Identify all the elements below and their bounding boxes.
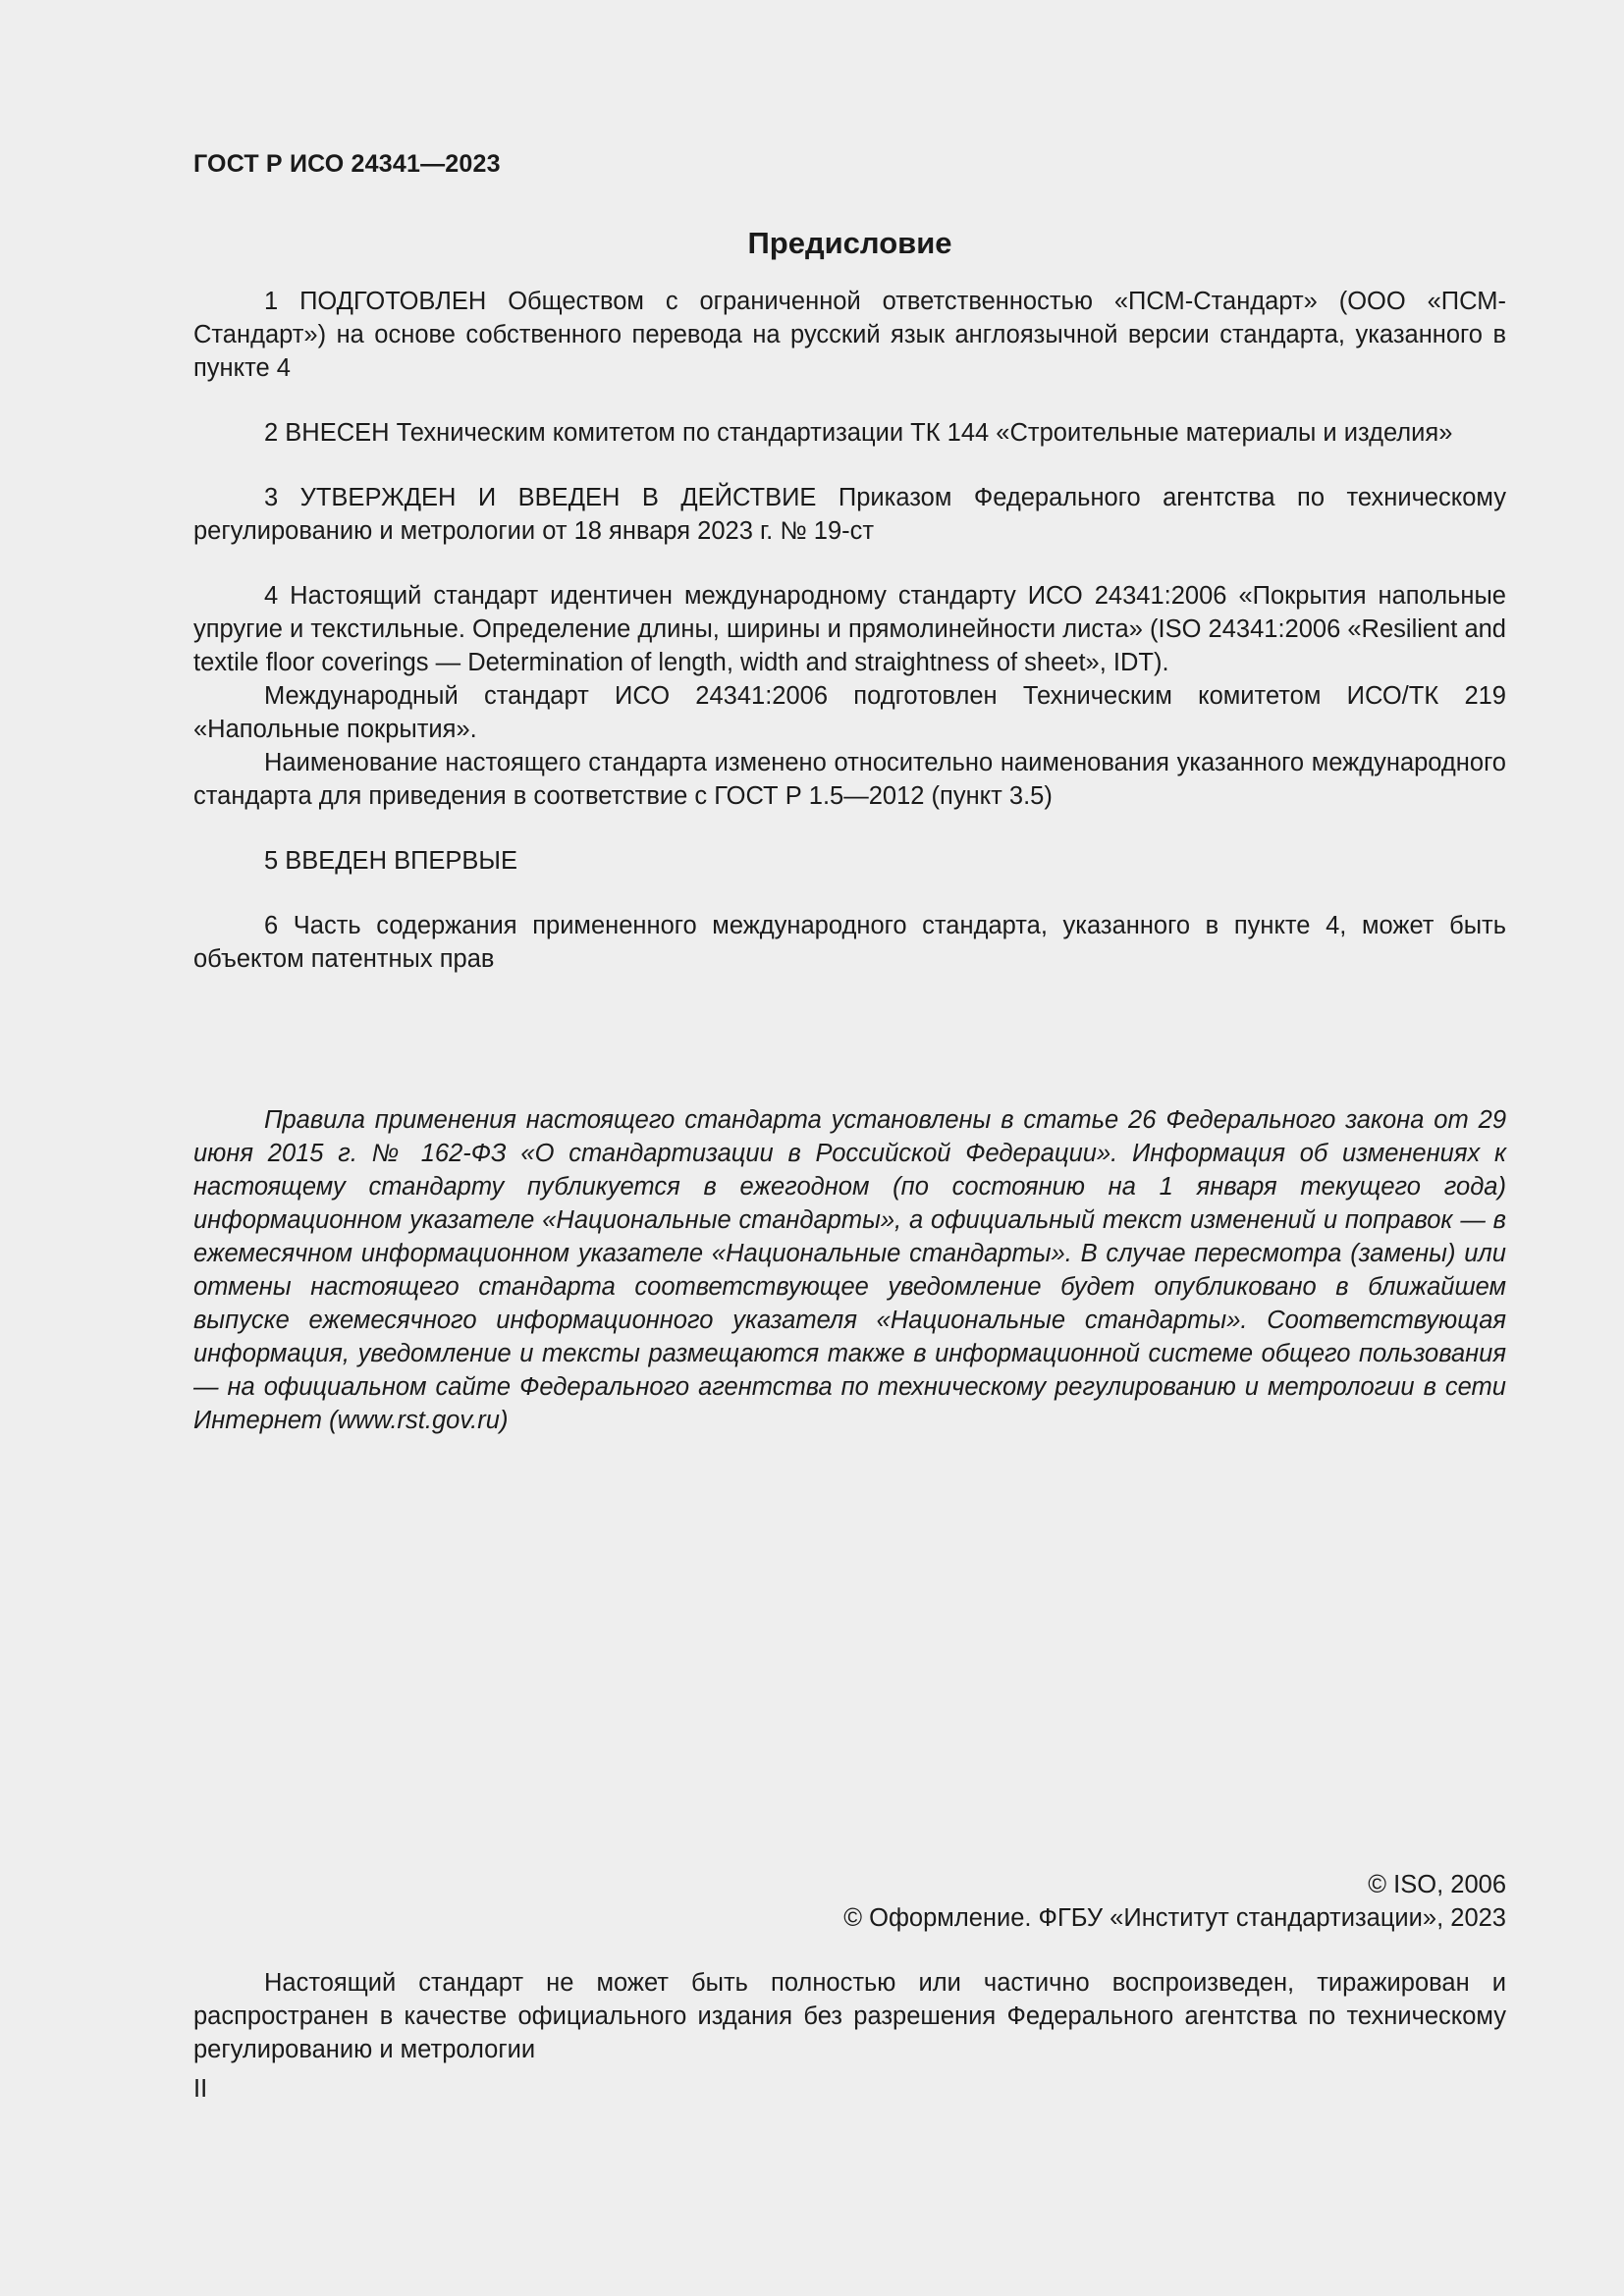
reprint-notice: Настоящий стандарт не может быть полностью или частично воспроизведен, тиражирован и распространен в качестве официального издания без разрешения Федерального агентства по техническому регулированию и метрологии [193,1969,1506,2063]
application-rules-notice: Правила применения настоящего стандарта установлены в статье 26 Федерального закона от 29 июня 2015 г. № 162-ФЗ «О стандартизации в Российской Федерации». Информация об изменениях к настоящему стандарту публикуется в ежегодном (по состоянию на 1 января текущего года) информационном указателе «Национальные стандарты», а официальный текст изменений и поправок — в ежемесячном информационном указателе «Национальные стандарты». В случае пересмотра (замены) или отмены настоящего стандарта соответствующее уведомление будет опубликовано в ближайшем выпуске ежемесячного информационного указателя «Национальные стандарты». Соответствующая информация, уведомление и тексты размещаются также в информационной системе общего пользования — на официальном сайте Федерального агентства по техническому регулированию и метрологии в сети Интернет (www.rst.gov.ru) [193,1106,1506,1434]
foreword-item-3: 3 УТВЕРЖДЕН И ВВЕДЕН В ДЕЙСТВИЕ Приказом Федерального агентства по техническому регулированию и метрологии от 18 января 2023 г. № 19-ст [193,484,1506,545]
foreword-item-5: 5 ВВЕДЕН ВПЕРВЫЕ [264,847,518,875]
foreword-item-4-iso-committee: Международный стандарт ИСО 24341:2006 подготовлен Техническим комитетом ИСО/ТК 219 «Напольные покрытия». [193,682,1506,743]
foreword-items [193,285,1506,976]
foreword-item-4-title-change: Наименование настоящего стандарта изменено относительно наименования указанного международного стандарта для приведения в соответствие с ГОСТ Р 1.5—2012 (пункт 3.5) [193,749,1506,810]
page-number: II [193,2075,208,2103]
document-code-header: ГОСТ Р ИСО 24341—2023 [193,150,501,178]
copyright-block [843,1868,1506,1935]
page-title: Предисловие [747,226,952,260]
foreword-item-1: 1 ПОДГОТОВЛЕН Обществом с ограниченной ответственностью «ПСМ-Стандарт» (ООО «ПСМ-Стандарт») на основе собственного перевода на русский язык англоязычной версии стандарта, указанного в пункте 4 [193,288,1506,382]
copyright-iso: © ISO, 2006 [1368,1871,1506,1898]
foreword-item-6: 6 Часть содержания примененного международного стандарта, указанного в пункте 4, может быть объектом патентных прав [193,912,1506,973]
copyright-design: © Оформление. ФГБУ «Институт стандартизации», 2023 [843,1904,1506,1932]
foreword-item-4: 4 Настоящий стандарт идентичен международному стандарту ИСО 24341:2006 «Покрытия напольные упругие и текстильные. Определение длины, ширины и прямолинейности листа» (ISO 24341:2006 «Resilient and textile floor coverings — Determination of length, width and straightness of sheet», IDT). [193,582,1506,676]
foreword-item-2: 2 ВНЕСЕН Техническим комитетом по стандартизации ТК 144 «Строительные материалы и изделия» [264,419,1453,447]
